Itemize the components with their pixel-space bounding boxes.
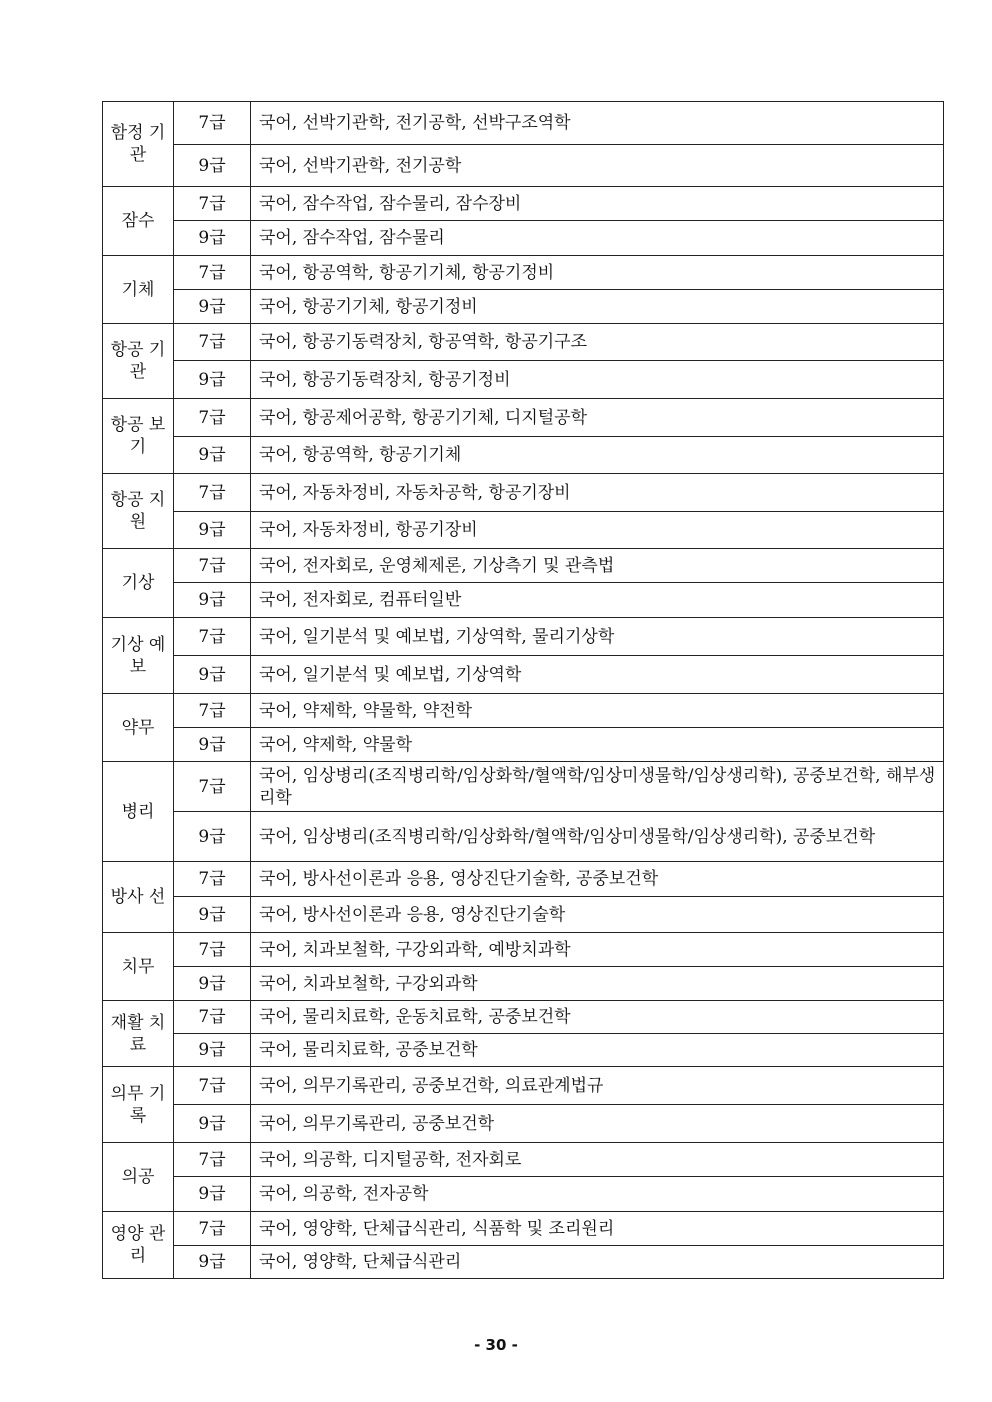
grade-7-cell: 7급 [174, 933, 251, 967]
grade-9-cell: 9급 [174, 221, 251, 256]
table-row [103, 1212, 944, 1246]
subjects-7-cell: 국어, 항공역학, 항공기기체, 항공기정비 [251, 256, 944, 290]
field-name-cell: 치무 [103, 933, 174, 1001]
subjects-7-cell: 국어, 잠수작업, 잠수물리, 잠수장비 [251, 187, 944, 221]
table-row [103, 812, 944, 862]
table-row [103, 728, 944, 762]
grade-9-cell: 9급 [174, 437, 251, 474]
field-name-cell: 의공 [103, 1143, 174, 1212]
subjects-9-cell: 국어, 방사선이론과 응용, 영상진단기술학 [251, 897, 944, 933]
grade-7-cell: 7급 [174, 102, 251, 145]
table-row [103, 512, 944, 549]
subjects-7-cell: 국어, 의무기록관리, 공중보건학, 의료관계법규 [251, 1067, 944, 1105]
subjects-7-cell: 국어, 치과보철학, 구강외과학, 예방치과학 [251, 933, 944, 967]
grade-7-cell: 7급 [174, 399, 251, 437]
subjects-7-cell: 국어, 약제학, 약물학, 약전학 [251, 694, 944, 728]
field-name-cell: 기체 [103, 256, 174, 324]
subjects-7-cell: 국어, 일기분석 및 예보법, 기상역학, 물리기상학 [251, 618, 944, 656]
grade-9-cell: 9급 [174, 812, 251, 862]
subjects-7-cell: 국어, 자동차정비, 자동차공학, 항공기장비 [251, 474, 944, 512]
table-row [103, 967, 944, 1001]
grade-9-cell: 9급 [174, 728, 251, 762]
table-row [103, 361, 944, 399]
table-row [103, 897, 944, 933]
subjects-9-cell: 국어, 일기분석 및 예보법, 기상역학 [251, 656, 944, 694]
grade-7-cell: 7급 [174, 256, 251, 290]
field-name-cell: 기상 [103, 549, 174, 618]
subjects-7-cell: 국어, 전자회로, 운영체제론, 기상측기 및 관측법 [251, 549, 944, 583]
subjects-7-cell: 국어, 임상병리(조직병리학/임상화학/혈액학/임상미생물학/임상생리학), 공중보건학, 해부생리학 [251, 762, 944, 812]
table-row [103, 256, 944, 290]
subjects-9-cell: 국어, 항공역학, 항공기기체 [251, 437, 944, 474]
page-number: - 30 - [474, 1336, 518, 1354]
field-name-cell: 기상 예보 [103, 618, 174, 694]
grade-7-cell: 7급 [174, 324, 251, 361]
grade-9-cell: 9급 [174, 656, 251, 694]
grade-7-cell: 7급 [174, 618, 251, 656]
table-row [103, 549, 944, 583]
table-row [103, 862, 944, 897]
subjects-9-cell: 국어, 영양학, 단체급식관리 [251, 1246, 944, 1279]
field-name-cell: 영양 관리 [103, 1212, 174, 1279]
field-name-cell: 항공 보기 [103, 399, 174, 474]
table-row [103, 102, 944, 145]
subjects-7-cell: 국어, 항공제어공학, 항공기기체, 디지털공학 [251, 399, 944, 437]
subjects-9-cell: 국어, 선박기관학, 전기공학 [251, 145, 944, 187]
subjects-9-cell: 국어, 임상병리(조직병리학/임상화학/혈액학/임상미생물학/임상생리학), 공중보건학 [251, 812, 944, 862]
subjects-9-cell: 국어, 치과보철학, 구강외과학 [251, 967, 944, 1001]
grade-7-cell: 7급 [174, 1212, 251, 1246]
grade-9-cell: 9급 [174, 1177, 251, 1212]
table-row [103, 933, 944, 967]
grade-9-cell: 9급 [174, 361, 251, 399]
subjects-7-cell: 국어, 물리치료학, 운동치료학, 공중보건학 [251, 1001, 944, 1034]
grade-7-cell: 7급 [174, 1067, 251, 1105]
subjects-7-cell: 국어, 선박기관학, 전기공학, 선박구조역학 [251, 102, 944, 145]
field-name-cell: 병리 [103, 762, 174, 862]
field-name-cell: 함정 기관 [103, 102, 174, 187]
subjects-9-cell: 국어, 의무기록관리, 공중보건학 [251, 1105, 944, 1143]
exam-subject-table [102, 101, 944, 1279]
table-row [103, 1246, 944, 1279]
grade-9-cell: 9급 [174, 967, 251, 1001]
field-name-cell: 항공 기관 [103, 324, 174, 399]
grade-7-cell: 7급 [174, 862, 251, 897]
subjects-9-cell: 국어, 항공기동력장치, 항공기정비 [251, 361, 944, 399]
table-row [103, 656, 944, 694]
table-row [103, 1001, 944, 1034]
subjects-9-cell: 국어, 물리치료학, 공중보건학 [251, 1034, 944, 1067]
grade-7-cell: 7급 [174, 694, 251, 728]
subjects-9-cell: 국어, 약제학, 약물학 [251, 728, 944, 762]
table-row [103, 1177, 944, 1212]
table-row [103, 1034, 944, 1067]
subjects-7-cell: 국어, 의공학, 디지털공학, 전자회로 [251, 1143, 944, 1177]
grade-7-cell: 7급 [174, 762, 251, 812]
grade-7-cell: 7급 [174, 1001, 251, 1034]
table-row [103, 437, 944, 474]
subjects-9-cell: 국어, 의공학, 전자공학 [251, 1177, 944, 1212]
grade-7-cell: 7급 [174, 474, 251, 512]
subjects-9-cell: 국어, 잠수작업, 잠수물리 [251, 221, 944, 256]
grade-9-cell: 9급 [174, 897, 251, 933]
table-row [103, 583, 944, 618]
field-name-cell: 방사 선 [103, 862, 174, 933]
table-row [103, 290, 944, 324]
field-name-cell: 의무 기록 [103, 1067, 174, 1143]
table-row [103, 1105, 944, 1143]
subjects-7-cell: 국어, 항공기동력장치, 항공역학, 항공기구조 [251, 324, 944, 361]
grade-9-cell: 9급 [174, 583, 251, 618]
grade-9-cell: 9급 [174, 1246, 251, 1279]
table-row [103, 474, 944, 512]
table-row [103, 694, 944, 728]
table-row [103, 1067, 944, 1105]
subjects-9-cell: 국어, 전자회로, 컴퓨터일반 [251, 583, 944, 618]
subjects-9-cell: 국어, 항공기기체, 항공기정비 [251, 290, 944, 324]
subjects-7-cell: 국어, 방사선이론과 응용, 영상진단기술학, 공중보건학 [251, 862, 944, 897]
table-row [103, 324, 944, 361]
grade-9-cell: 9급 [174, 512, 251, 549]
subjects-9-cell: 국어, 자동차정비, 항공기장비 [251, 512, 944, 549]
table-row [103, 1143, 944, 1177]
subjects-7-cell: 국어, 영양학, 단체급식관리, 식품학 및 조리원리 [251, 1212, 944, 1246]
table-row [103, 618, 944, 656]
table-row [103, 762, 944, 812]
field-name-cell: 항공 지원 [103, 474, 174, 549]
grade-7-cell: 7급 [174, 549, 251, 583]
field-name-cell: 재활 치료 [103, 1001, 174, 1067]
field-name-cell: 약무 [103, 694, 174, 762]
grade-9-cell: 9급 [174, 1034, 251, 1067]
grade-7-cell: 7급 [174, 187, 251, 221]
grade-9-cell: 9급 [174, 1105, 251, 1143]
table-row [103, 399, 944, 437]
table-row [103, 145, 944, 187]
grade-9-cell: 9급 [174, 145, 251, 187]
field-name-cell: 잠수 [103, 187, 174, 256]
table-row [103, 221, 944, 256]
table-row [103, 187, 944, 221]
grade-7-cell: 7급 [174, 1143, 251, 1177]
grade-9-cell: 9급 [174, 290, 251, 324]
